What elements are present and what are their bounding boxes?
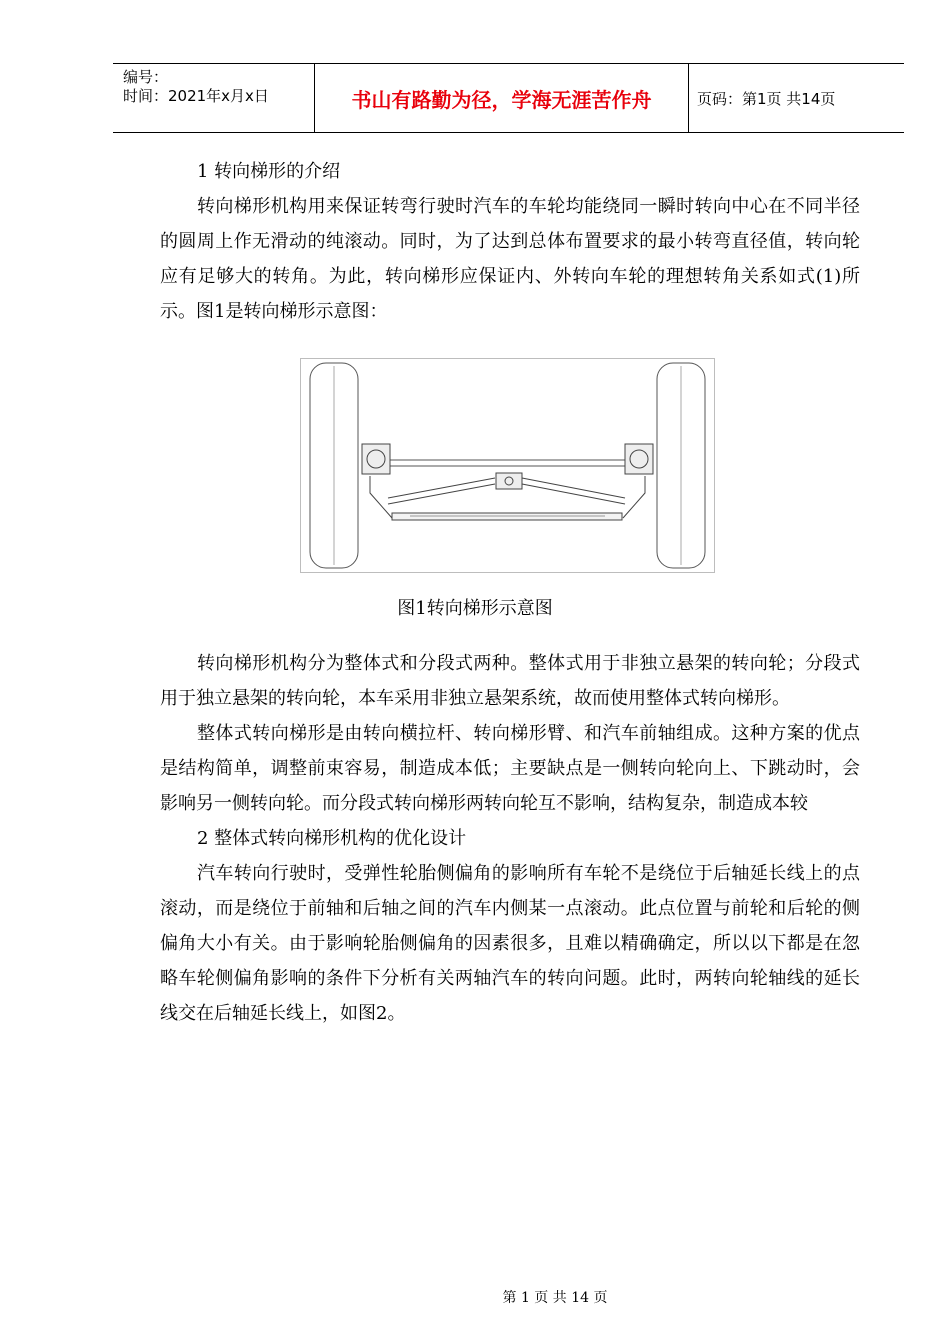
time-label: 时间：2021年x月x日	[123, 87, 269, 105]
left-knuckle	[362, 444, 390, 474]
page-header	[113, 63, 904, 133]
right-wheel	[657, 363, 705, 568]
right-knuckle	[625, 444, 653, 474]
paragraph-4: 汽车转向行驶时，受弹性轮胎侧偏角的影响所有车轮不是绕位于后轴延长线上的点滚动，而是绕位于前轴和后轴之间的汽车内侧某一点滚动。此点位置与前轮和后轮的侧偏角大小有关。由于影响轮胎侧偏角的因素很多，且难以精确确定，所以以下都是在忽略车轮侧偏角影响的条件下分析有关两轴汽车的转向问题。此时，两转向轮轴线的延长线交在后轴延长线上，如图2。	[160, 863, 860, 1024]
document-body-2	[160, 646, 860, 1031]
front-axle	[390, 460, 625, 466]
paragraph-2: 转向梯形机构分为整体式和分段式两种。整体式用于非独立悬架的转向轮；分段式用于独立悬架的转向轮，本车采用非独立悬架系统，故而使用整体式转向梯形。	[160, 653, 860, 709]
tie-rods	[388, 473, 625, 504]
header-motto: 书山有路勤为径，学海无涯苦作舟	[314, 64, 689, 132]
header-left-cell	[113, 64, 314, 132]
number-label: 编号：	[123, 68, 169, 86]
paragraph-3: 整体式转向梯形是由转向横拉杆、转向梯形臂、和汽车前轴组成。这种方案的优点是结构简单，调整前束容易，制造成本低；主要缺点是一侧转向轮向上、下跳动时，会影响另一侧转向轮。而分段式转向梯形两转向轮互不影响，结构复杂，制造成本较	[160, 723, 860, 814]
steering-trapezoid-figure	[300, 358, 715, 573]
header-page-info: 页码：第1页 共14页	[697, 89, 836, 108]
section-2-title: 2 整体式转向梯形机构的优化设计	[197, 828, 467, 849]
paragraph-1: 转向梯形机构用来保证转弯行驶时汽车的车轮均能绕同一瞬时转向中心在不同半径的圆周上作无滑动的纯滚动。同时，为了达到总体布置要求的最小转弯直径值，转向轮应有足够大的转角。为此，转向梯形应保证内、外转向车轮的理想转角关系如式(1)所示。图1是转向梯形示意图：	[160, 196, 860, 322]
cross-rod	[392, 513, 622, 520]
page-footer: 第 1 页 共 14 页	[502, 1290, 608, 1306]
document-body	[160, 154, 860, 329]
left-wheel	[310, 363, 358, 568]
figure-caption: 图1转向梯形示意图	[397, 598, 553, 619]
section-1-title: 1 转向梯形的介绍	[197, 161, 341, 182]
